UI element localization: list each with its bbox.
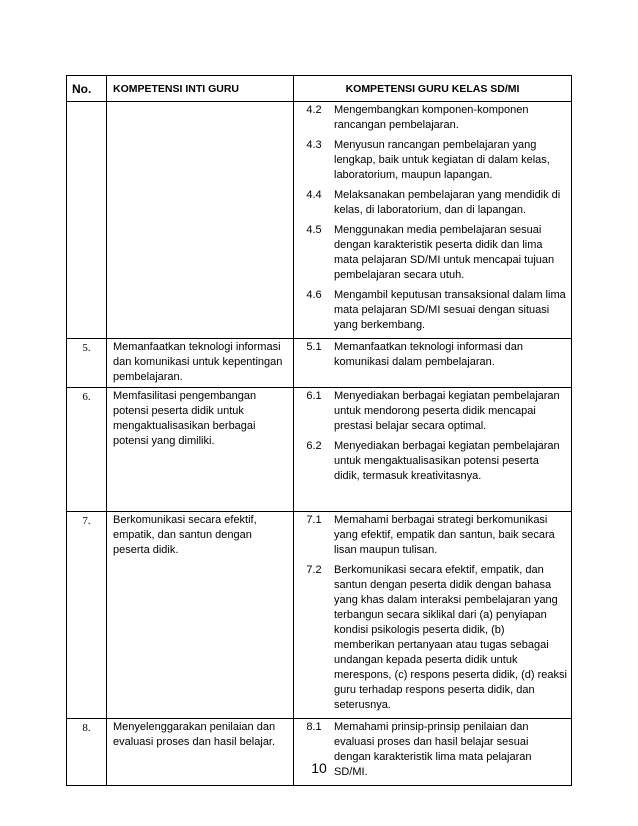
item-number: 6.1 bbox=[306, 390, 322, 402]
item-number: 4.6 bbox=[306, 289, 322, 301]
competency-table bbox=[66, 75, 572, 786]
item-text: Mengembangkan komponen-komponen rancangan pembelajaran. bbox=[334, 104, 529, 131]
core-competency bbox=[107, 102, 294, 339]
item-text: Melaksanakan pembelajaran yang mendidik di kelas, di laboratorium, dan di lapangan. bbox=[334, 189, 561, 216]
competency-item bbox=[294, 223, 567, 283]
row-number: 8. bbox=[67, 719, 107, 786]
item-text: Memahami berbagai strategi berkomunikasi yang efektif, empatik dan santun, baik secara lisan maupun tulisan. bbox=[334, 514, 555, 556]
competency-item bbox=[294, 188, 567, 218]
item-text: Menggunakan media pembelajaran sesuai dengan karakteristik peserta didik dan lima mata pelajaran SD/MI untuk mencapai tujuan pembelajaran secara utuh. bbox=[334, 224, 555, 281]
header-no: No. bbox=[67, 76, 107, 102]
item-text: Berkomunikasi secara efektif, empatik, dan santun dengan peserta didik dengan bahasa yang khas dalam interaksi pembelajaran yang terbangun secara siklikal dari (a) penyiapan kondisi psikologis peserta didik, (b) memberikan pertanyaan atau tugas sebagai undangan kepada peserta didik untuk merespons, (c) respons peserta didik, (d) reaksi guru terhadap respons peserta didik, dan seterusnya. bbox=[334, 564, 567, 711]
competency-item bbox=[294, 439, 567, 484]
table-header-row bbox=[67, 76, 572, 102]
row-number: 6. bbox=[67, 388, 107, 512]
header-core-competency: KOMPETENSI INTI GURU bbox=[107, 76, 294, 102]
table-row bbox=[67, 102, 572, 339]
row-number: 5. bbox=[67, 339, 107, 388]
item-number: 4.2 bbox=[306, 104, 322, 116]
core-competency: Memfasilitasi pengembangan potensi peserta didik untuk mengaktualisasikan berbagai potensi yang dimiliki. bbox=[107, 388, 294, 512]
competency-item bbox=[294, 389, 567, 434]
item-text: Memanfaatkan teknologi informasi dan komunikasi dalam pembelajaran. bbox=[334, 341, 523, 368]
item-number: 7.2 bbox=[306, 564, 322, 576]
competency-item bbox=[294, 103, 567, 133]
core-competency: Berkomunikasi secara efektif, empatik, dan santun dengan peserta didik. bbox=[107, 512, 294, 719]
row-number bbox=[67, 102, 107, 339]
competency-item bbox=[294, 138, 567, 183]
competency-item bbox=[294, 340, 567, 370]
teacher-competency-list bbox=[294, 512, 572, 719]
item-text: Menyediakan berbagai kegiatan pembelajaran untuk mengaktualisasikan potensi peserta didik, termasuk kreativitasnya. bbox=[334, 440, 560, 482]
item-number: 7.1 bbox=[306, 514, 322, 526]
item-number: 4.4 bbox=[306, 189, 322, 201]
teacher-competency-list bbox=[294, 388, 572, 512]
row-number: 7. bbox=[67, 512, 107, 719]
page-number: 10 bbox=[311, 760, 327, 776]
header-teacher-competency: KOMPETENSI GURU KELAS SD/MI bbox=[294, 76, 572, 102]
table-row bbox=[67, 388, 572, 512]
core-competency: Memanfaatkan teknologi informasi dan komunikasi untuk kepentingan pembelajaran. bbox=[107, 339, 294, 388]
teacher-competency-list bbox=[294, 339, 572, 388]
competency-item bbox=[294, 563, 567, 713]
core-competency: Menyelenggarakan penilaian dan evaluasi proses dan hasil belajar. bbox=[107, 719, 294, 786]
item-text: Menyusun rancangan pembelajaran yang lengkap, baik untuk kegiatan di dalam kelas, laboratorium, maupun lapangan. bbox=[334, 139, 550, 181]
competency-item bbox=[294, 288, 567, 333]
item-number: 8.1 bbox=[306, 721, 322, 733]
item-number: 5.1 bbox=[306, 341, 322, 353]
item-number: 6.2 bbox=[306, 440, 322, 452]
table-row bbox=[67, 339, 572, 388]
item-text: Memahami prinsip-prinsip penilaian dan evaluasi proses dan hasil belajar sesuai dengan karakteristik lima mata pelajaran SD/MI. bbox=[334, 721, 532, 778]
table-row bbox=[67, 512, 572, 719]
teacher-competency-list bbox=[294, 102, 572, 339]
item-text: Menyediakan berbagai kegiatan pembelajaran untuk mendorong peserta didik mencapai prestasi belajar secara optimal. bbox=[334, 390, 560, 432]
competency-item bbox=[294, 513, 567, 558]
item-number: 4.5 bbox=[306, 224, 322, 236]
item-text: Mengambil keputusan transaksional dalam lima mata pelajaran SD/MI sesuai dengan situasi yang berkembang. bbox=[334, 289, 566, 331]
item-number: 4.3 bbox=[306, 139, 322, 151]
